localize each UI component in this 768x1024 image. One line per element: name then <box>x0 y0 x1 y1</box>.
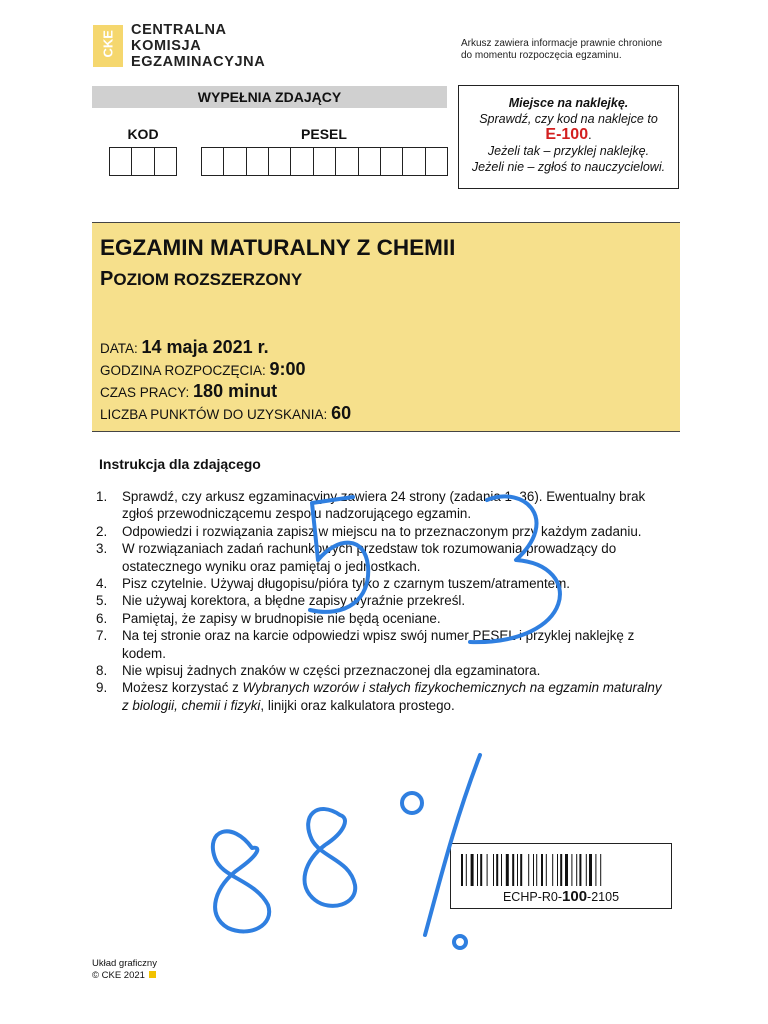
sticker-code: E-100 <box>545 126 589 143</box>
item-text-italic: Wybranych wzorów i stałych fizykochemicznych na egzamin maturalny z biologii, chemii i fizyki <box>122 680 662 713</box>
pesel-box[interactable] <box>426 148 447 175</box>
handwritten-digit-8-b <box>305 809 356 906</box>
barcode-bar <box>477 854 478 886</box>
item-number: 6. <box>96 610 108 626</box>
sticker-placeholder: Miejsce na naklejkę. Sprawdź, czy kod na naklejce to E-100. Jeżeli tak – przyklej naklejkę. Jeżeli nie – zgłoś to nauczycielowi. <box>458 85 679 189</box>
barcode-bar <box>557 854 558 886</box>
confidential-notice <box>461 38 662 62</box>
pesel-box[interactable] <box>314 148 336 175</box>
instruction-item <box>96 575 666 592</box>
barcode-bar <box>541 854 543 886</box>
footer-line-1: Układ graficzny <box>92 958 157 969</box>
barcode-bar <box>595 854 596 886</box>
pesel-box[interactable] <box>359 148 381 175</box>
sticker-line-2: Sprawdź, czy kod na naklejce to <box>479 112 658 126</box>
cke-square-icon <box>149 971 156 978</box>
points-label: LICZBA PUNKTÓW DO UZYSKANIA: <box>100 407 328 422</box>
item-text: Nie wpisuj żadnych znaków w części przeznaczonej dla egzaminatora. <box>122 663 541 679</box>
instruction-item <box>96 627 666 662</box>
footer-line-2: © CKE 2021 <box>92 970 145 981</box>
item-text: Odpowiedzi i rozwiązania zapisz w miejscu na to przeznaczonym przy każdym zadaniu. <box>122 523 642 539</box>
fill-label: WYPEŁNIA ZDAJĄCY <box>197 89 342 105</box>
item-text: W rozwiązaniach zadań rachunkowych przedstaw tok rozumowania prowadzący do ostatecznego wyniku oraz pamiętaj o jednostkach. <box>122 541 617 574</box>
item-number: 4. <box>96 576 108 592</box>
item-text: Pisz czytelnie. Używaj długopisu/pióra tylko z czarnym tuszem/atramentem. <box>122 576 571 592</box>
instruction-item <box>96 540 666 575</box>
barcode-bar <box>506 854 509 886</box>
barcode-prefix: ECHP-R0- <box>502 890 563 904</box>
barcode-bar <box>487 854 488 886</box>
barcode-bar <box>466 854 467 886</box>
kod-box[interactable] <box>155 148 176 175</box>
instruction-item <box>96 488 666 523</box>
candidate-fill-header <box>92 86 447 108</box>
pesel-box[interactable] <box>291 148 313 175</box>
handwritten-digit-8-a <box>213 831 269 931</box>
barcode-bar <box>496 854 498 886</box>
kod-input-boxes[interactable] <box>109 147 177 176</box>
barcode-bar <box>586 854 587 886</box>
item-text: Pamiętaj, że zapisy w brudnopisie nie będą oceniane. <box>122 610 441 626</box>
item-text-post: , linijki oraz kalkulatora prostego. <box>260 697 455 713</box>
item-number: 8. <box>96 663 108 679</box>
item-text: Sprawdź, czy arkusz egzaminacyjny zawiera 24 strony (zadania 1–36). Ewentualny brak zgłoś przewodniczącemu zespołu nadzorującego egzamin. <box>122 489 646 522</box>
pesel-label: PESEL <box>301 126 347 142</box>
sticker-line-3: Jeżeli tak – przyklej naklejkę. <box>487 144 650 158</box>
barcode-text <box>451 888 671 905</box>
logo-line-3: EGZAMINACYJNA <box>131 54 266 70</box>
start-label: GODZINA ROZPOCZĘCIA: <box>100 363 266 378</box>
item-number: 7. <box>96 628 108 644</box>
item-text: Nie używaj korektora, a błędne zapisy wyraźnie przekreśl. <box>122 593 466 609</box>
pesel-box[interactable] <box>403 148 425 175</box>
pesel-input-boxes[interactable] <box>201 147 448 176</box>
barcode-bar <box>520 854 522 886</box>
footer <box>92 958 157 982</box>
barcode-suffix: -2105 <box>587 890 620 904</box>
item-number: 9. <box>96 680 108 696</box>
level-initial: P <box>100 268 114 290</box>
notice-line-1: Arkusz zawiera informacje prawnie chronione <box>461 38 663 49</box>
barcode-bar <box>480 854 482 886</box>
start-value: 9:00 <box>269 359 306 379</box>
item-number: 1. <box>96 489 108 504</box>
barcode-image <box>461 854 661 886</box>
duration-label: CZAS PRACY: <box>100 385 190 400</box>
pesel-box[interactable] <box>224 148 246 175</box>
notice-line-2: do momentu rozpoczęcia egzaminu. <box>461 50 622 61</box>
barcode-bar <box>560 854 562 886</box>
date-value: 14 maja 2021 r. <box>141 337 269 357</box>
barcode-bar <box>517 854 518 886</box>
exam-title: EGZAMIN MATURALNY Z CHEMII <box>100 235 456 260</box>
barcode-bar <box>493 854 494 886</box>
kod-label: KOD <box>127 126 159 142</box>
barcode-code: 100 <box>562 888 588 905</box>
barcode-bar <box>471 854 474 886</box>
item-text-pre: Możesz korzystać z <box>122 680 243 696</box>
points-value: 60 <box>331 403 352 423</box>
barcode-bar <box>565 854 568 886</box>
instructions-list <box>96 488 666 714</box>
cke-logo-mark <box>93 25 123 67</box>
kod-box[interactable] <box>110 148 132 175</box>
sticker-title: Miejsce na naklejkę. <box>508 96 629 110</box>
barcode-bar <box>501 854 502 886</box>
duration-value: 180 minut <box>193 381 278 401</box>
barcode-bar <box>552 854 553 886</box>
exam-duration <box>100 381 277 402</box>
barcode-sticker <box>450 843 672 909</box>
barcode-bar <box>579 854 581 886</box>
instructions-heading: Instrukcja dla zdającego <box>99 456 261 472</box>
barcode-bar <box>600 854 601 886</box>
logo-line-2: KOMISJA <box>131 38 202 54</box>
item-number: 5. <box>96 593 108 609</box>
exam-date <box>100 337 269 358</box>
handwritten-percent-bottom <box>454 936 466 948</box>
instruction-item <box>96 592 666 609</box>
pesel-box[interactable] <box>247 148 269 175</box>
barcode-bar <box>576 854 577 886</box>
pesel-box[interactable] <box>202 148 224 175</box>
pesel-box[interactable] <box>336 148 358 175</box>
exam-level <box>100 268 302 291</box>
handwritten-percent-top <box>402 793 422 813</box>
pesel-box[interactable] <box>269 148 291 175</box>
logo-line-1: CENTRALNA <box>131 22 227 38</box>
pesel-box[interactable] <box>381 148 403 175</box>
barcode-bar <box>571 854 572 886</box>
exam-start <box>100 359 306 380</box>
instruction-item <box>96 662 666 679</box>
barcode-bar <box>528 854 529 886</box>
level-rest: OZIOM ROZSZERZONY <box>113 270 303 289</box>
instruction-item <box>96 679 666 714</box>
logo-mark-text: CKE <box>100 30 116 58</box>
barcode-bar <box>589 854 592 886</box>
item-number: 3. <box>96 541 108 557</box>
cke-logo-text <box>131 22 265 70</box>
barcode-bar <box>546 854 547 886</box>
instruction-item <box>96 610 666 627</box>
kod-box[interactable] <box>132 148 154 175</box>
exam-points <box>100 403 351 424</box>
barcode-bar <box>461 854 463 886</box>
barcode-bar <box>512 854 514 886</box>
item-number: 2. <box>96 523 108 539</box>
sticker-line-4: Jeżeli nie – zgłoś to nauczycielowi. <box>471 160 666 174</box>
date-label: DATA: <box>100 341 138 356</box>
barcode-bar <box>536 854 537 886</box>
barcode-bar <box>533 854 534 886</box>
instruction-item <box>96 523 666 540</box>
item-text: Na tej stronie oraz na karcie odpowiedzi wpisz swój numer PESEL i przyklej naklejkę z kodem. <box>122 628 635 661</box>
